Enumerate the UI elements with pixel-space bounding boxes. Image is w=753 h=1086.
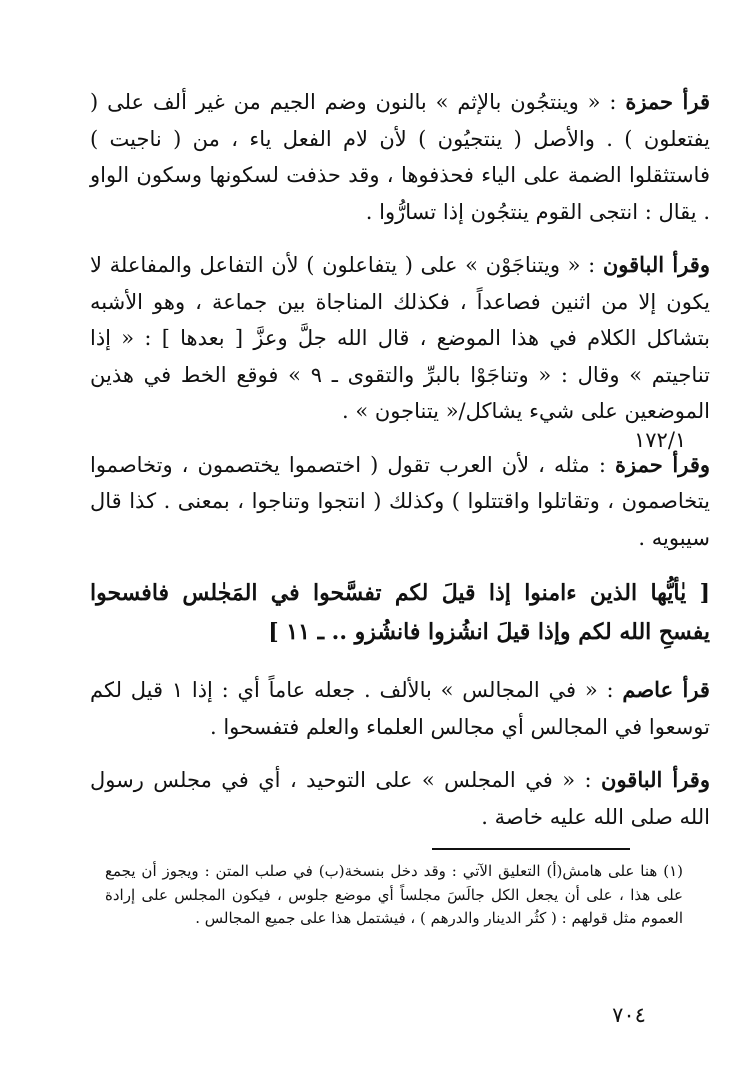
quran-verse: [ يٰأيُّها الذين ءامنوا إذا قيلَ لكم تفسَّحوا في المَجٰلس فافسحوا يفسحِ الله لكم وإذا قيلَ انشُزوا فانشُزو .. ـ ١١ ] <box>90 580 711 645</box>
paragraph-others-reading <box>90 247 710 430</box>
paragraph-text: : « في المجالس » بالألف . جعله عاماً أي : إذا ١ قيل لكم توسعوا في المجالس أي مجالس العلماء والعلم فتفسحوا . <box>90 678 710 739</box>
paragraph-text: : مثله ، لأن العرب تقول ( اختصموا يختصمون ، وتخاصموا يتخاصمون ، وتقاتلوا واقتتلوا ) وكذلك ( انتجوا وتناجوا ، بمعنى . كذا قال سيبويه . <box>90 452 710 550</box>
paragraph-lead: وقرأ الباقون <box>602 252 710 277</box>
paragraph-text: : « وينتجُون بالإثم » بالنون وضم الجيم من غير ألف على ( يفتعلون ) . والأصل ( ينتجيُون ) لأن لام الفعل ياء ، من ( ناجيت ) فاستثقلوا الضمة على الياء فحذفوها ، وقد حذفت لسكونها وسكون الواو . يقال : انتجى القوم ينتجُون إذا تسارُّوا . <box>90 90 710 224</box>
footnote-divider <box>432 848 630 850</box>
paragraph-lead: قرأ عاصم <box>622 677 710 702</box>
paragraph-lead: قرأ حمزة <box>625 89 710 114</box>
paragraph-lead: وقرأ حمزة <box>615 451 710 477</box>
footnote: (١) هنا على هامش(أ) التعليق الآتي : وقد دخل بنسخة(ب) في صلب المتن : ويجوز أن يجمع على هذا ، على أن يجعل الكل جالَسَ مجلساً أي موضع جلوس ، فيكون المجلس على إرادة العموم مثل قولهم : ( كثُر الدينار والدرهم ) ، فيشتمل هذا على جميع المجالس . <box>105 862 683 927</box>
page-number: ٧٠٤ <box>612 1003 646 1027</box>
paragraph-asim-reading <box>90 672 710 745</box>
paragraph-hamza-second <box>90 447 710 557</box>
manuscript-folio-reference: ١٧٢/١ <box>634 428 687 452</box>
paragraph-lead: وقرأ الباقون <box>601 767 710 792</box>
paragraph-others-singular <box>90 762 710 835</box>
paragraph-hamza-reading <box>90 84 710 230</box>
paragraph-text: : « في المجلس » على التوحيد ، أي في مجلس رسول الله صلى الله عليه خاصة . <box>90 768 710 829</box>
paragraph-text: : « ويتناجَوْن » على ( يتفاعلون ) لأن التفاعل والمفاعلة لا يكون إلا من اثنين فصاعداً ، فكذلك المناجاة بين جماعة ، وهو الأشبه بتشاكل الكلام في هذا الموضع ، قال الله جلَّ وعزَّ [ بعدها ] : « إذا تناجيتم » وقال : « وتناجَوْا بالبرِّ والتقوى ـ ٩ » فوقع الخط في هذين الموضعين على شيء يشاكل/« يتناجون » . <box>90 253 710 423</box>
main-text <box>90 84 710 835</box>
